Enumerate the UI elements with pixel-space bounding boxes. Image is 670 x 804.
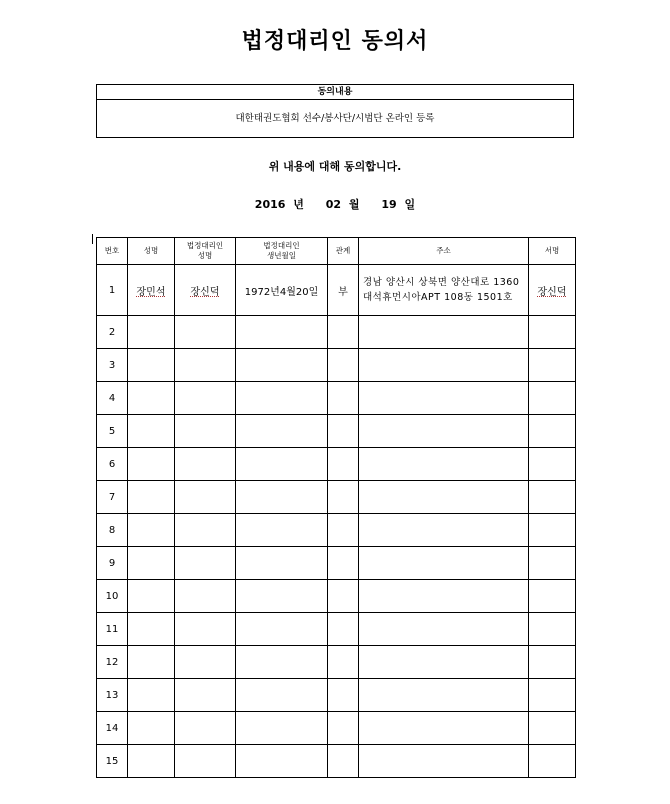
cell-signature [529, 514, 576, 547]
cell-guardian-birthdate [236, 613, 328, 646]
cell-number: 1 [97, 265, 128, 316]
cell-relation [328, 382, 359, 415]
cell-guardian-birthdate [236, 712, 328, 745]
cell-address [359, 349, 529, 382]
cell-relation [328, 349, 359, 382]
cell-guardian-name [175, 547, 236, 580]
cell-number: 15 [97, 745, 128, 778]
cell-name [128, 745, 175, 778]
cell-address [359, 316, 529, 349]
cell-signature [529, 679, 576, 712]
cell-name [128, 547, 175, 580]
cell-number: 11 [97, 613, 128, 646]
cell-guardian-name: 장신덕 [175, 265, 236, 316]
table-row [97, 679, 576, 712]
cell-guardian-birthdate [236, 448, 328, 481]
cell-guardian-name [175, 481, 236, 514]
date-month-unit: 월 [348, 198, 360, 211]
cell-number: 3 [97, 349, 128, 382]
cell-guardian-birthdate [236, 316, 328, 349]
cell-guardian-name [175, 712, 236, 745]
cell-relation [328, 481, 359, 514]
consent-header: 동의내용 [97, 85, 573, 100]
cell-relation [328, 580, 359, 613]
cell-guardian-birthdate [236, 349, 328, 382]
consent-box [96, 84, 574, 138]
cell-relation [328, 514, 359, 547]
cell-name [128, 448, 175, 481]
table-row [97, 415, 576, 448]
cell-relation [328, 613, 359, 646]
document-title: 법정대리인 동의서 [241, 29, 429, 54]
cell-signature [529, 646, 576, 679]
cell-name [128, 349, 175, 382]
cell-address: 경남 양산시 상북면 양산대로 1360 대석휴먼시아APT 108동 1501호 [359, 265, 529, 316]
cell-guardian-birthdate [236, 679, 328, 712]
cell-guardian-name [175, 613, 236, 646]
cell-signature [529, 613, 576, 646]
cell-name [128, 481, 175, 514]
cell-address [359, 613, 529, 646]
cell-name [128, 316, 175, 349]
header-address: 주소 [359, 238, 529, 265]
cell-signature [529, 448, 576, 481]
cell-guardian-name [175, 679, 236, 712]
cell-guardian-name [175, 382, 236, 415]
cell-number: 14 [97, 712, 128, 745]
table-row [97, 448, 576, 481]
header-name: 성명 [128, 238, 175, 265]
cell-relation [328, 679, 359, 712]
cell-number: 4 [97, 382, 128, 415]
table-row [97, 547, 576, 580]
cell-number: 5 [97, 415, 128, 448]
cell-number: 12 [97, 646, 128, 679]
cell-signature [529, 580, 576, 613]
cell-address [359, 580, 529, 613]
table-row [97, 646, 576, 679]
cell-guardian-name [175, 514, 236, 547]
cell-relation [328, 547, 359, 580]
cell-relation [328, 448, 359, 481]
cell-relation [328, 316, 359, 349]
cell-number: 9 [97, 547, 128, 580]
cell-address [359, 679, 529, 712]
cell-address [359, 547, 529, 580]
header-signature: 서명 [529, 238, 576, 265]
table-row [97, 712, 576, 745]
cell-address [359, 745, 529, 778]
table-row [97, 265, 576, 316]
cell-guardian-birthdate [236, 547, 328, 580]
cell-name [128, 679, 175, 712]
cell-name [128, 514, 175, 547]
cell-guardian-name [175, 349, 236, 382]
cell-number: 8 [97, 514, 128, 547]
cell-guardian-birthdate [236, 745, 328, 778]
cell-signature [529, 382, 576, 415]
date-day: 19 [381, 198, 397, 211]
cell-guardian-name [175, 415, 236, 448]
signature-table [96, 237, 576, 778]
cell-signature [529, 547, 576, 580]
header-guardian-birthdate: 법정대리인 생년월일 [236, 238, 328, 265]
cell-relation [328, 415, 359, 448]
cell-guardian-birthdate [236, 646, 328, 679]
cell-name [128, 646, 175, 679]
table-row [97, 745, 576, 778]
header-number: 번호 [97, 238, 128, 265]
cell-signature [529, 712, 576, 745]
cell-guardian-name [175, 316, 236, 349]
cell-signature [529, 481, 576, 514]
cell-signature [529, 349, 576, 382]
cell-guardian-birthdate: 1972년4월20일 [236, 265, 328, 316]
cell-name [128, 382, 175, 415]
table-body [97, 265, 576, 778]
header-guardian-name: 법정대리인 성명 [175, 238, 236, 265]
cell-address [359, 382, 529, 415]
date-year: 2016 [254, 198, 286, 211]
cell-name [128, 613, 175, 646]
table-row [97, 580, 576, 613]
date-month: 02 [325, 198, 342, 211]
cell-number: 10 [97, 580, 128, 613]
cell-number: 2 [97, 316, 128, 349]
cell-name [128, 415, 175, 448]
table-row [97, 382, 576, 415]
cell-number: 6 [97, 448, 128, 481]
cell-guardian-name [175, 580, 236, 613]
table-header-row [97, 238, 576, 265]
cell-address [359, 646, 529, 679]
cell-relation [328, 646, 359, 679]
date-day-unit: 일 [404, 198, 416, 211]
signature-date [0, 196, 670, 212]
table-row [97, 481, 576, 514]
cell-guardian-birthdate [236, 415, 328, 448]
cell-signature [529, 316, 576, 349]
cell-relation: 부 [328, 265, 359, 316]
cell-address [359, 415, 529, 448]
table-row [97, 514, 576, 547]
cell-address [359, 712, 529, 745]
cell-relation [328, 712, 359, 745]
cell-address [359, 514, 529, 547]
cell-address [359, 448, 529, 481]
date-year-unit: 년 [293, 198, 304, 211]
cell-signature [529, 745, 576, 778]
cell-name [128, 580, 175, 613]
cell-address [359, 481, 529, 514]
text-cursor [92, 234, 93, 244]
table-row [97, 613, 576, 646]
cell-number: 13 [97, 679, 128, 712]
cell-guardian-name [175, 448, 236, 481]
cell-number: 7 [97, 481, 128, 514]
agreement-statement: 위 내용에 대해 동의합니다. [268, 160, 402, 173]
cell-name [128, 712, 175, 745]
cell-relation [328, 745, 359, 778]
cell-name: 장민석 [128, 265, 175, 316]
cell-guardian-birthdate [236, 580, 328, 613]
header-relation: 관계 [328, 238, 359, 265]
consent-content: 대한태권도협회 선수/봉사단/시범단 온라인 등록 [235, 113, 435, 124]
table-row [97, 349, 576, 382]
cell-guardian-birthdate [236, 382, 328, 415]
cell-signature: 장신덕 [529, 265, 576, 316]
cell-guardian-name [175, 646, 236, 679]
cell-guardian-name [175, 745, 236, 778]
cell-guardian-birthdate [236, 514, 328, 547]
table-row [97, 316, 576, 349]
cell-guardian-birthdate [236, 481, 328, 514]
cell-signature [529, 415, 576, 448]
